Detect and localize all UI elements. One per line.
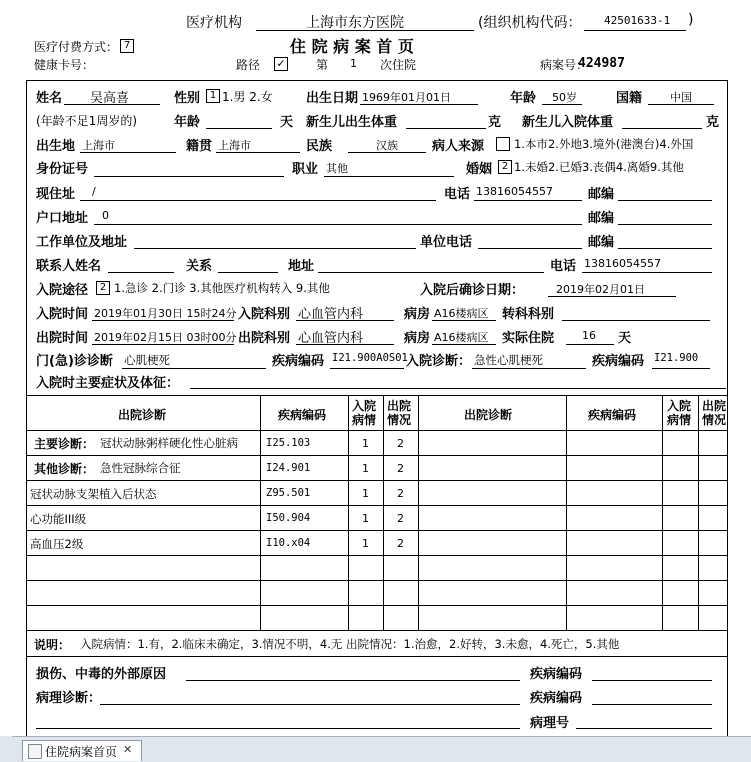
table-row-code: Z95.501 [266, 487, 311, 499]
discharge-dept: 心血管内科 [298, 331, 364, 346]
confirm-date: 2019年02月01日 [556, 283, 645, 296]
table-row-code: I25.103 [266, 437, 311, 449]
table-row-diag: 高血压2级 [30, 537, 84, 551]
col-code: 疾病编码 [278, 408, 327, 422]
col-in-state-2: 病情 [352, 413, 377, 427]
source-options: 1.本市2.外地3.境外(港澳台)4.外国 [514, 137, 694, 151]
transfer-label: 转科科别 [502, 307, 555, 322]
relation-label: 关系 [186, 259, 213, 274]
admit-code-label: 疾病编码 [592, 354, 645, 369]
org-code-close: ) [688, 12, 694, 28]
visit-suffix: 次住院 [380, 58, 417, 72]
admit-dept: 心血管内科 [298, 307, 364, 322]
patient-name: 吴高喜 [90, 91, 130, 106]
ethnic-value: 汉族 [376, 139, 398, 152]
tab-scroll-area [0, 736, 12, 761]
col-out-state2-1: 出院 [702, 399, 727, 413]
sex-label: 性别 [174, 91, 201, 106]
other-diag-prefix: 其他诊断： [34, 462, 95, 476]
admit-route-label: 入院途径 [36, 283, 89, 298]
hukou-value: 0 [102, 209, 109, 222]
table-row-out: 2 [397, 487, 404, 500]
admit-time: 2019年01月30日 15时24分 [94, 307, 237, 320]
contact-label: 联系人姓名 [36, 259, 102, 274]
sex-options: 1.男 2.女 [222, 90, 273, 104]
infant-age-label: 年龄 [174, 115, 201, 130]
marriage-value-box[interactable]: 2 [498, 160, 512, 174]
native-value: 上海市 [218, 139, 251, 152]
table-row-in: 1 [362, 487, 369, 500]
col-in-state-1: 入院 [352, 399, 377, 413]
visit-count: 1 [350, 57, 357, 70]
col-in-state2-1: 入院 [667, 399, 692, 413]
page-title: 住 院 病 案 首 页 [290, 37, 414, 56]
day-unit: 天 [280, 115, 294, 130]
outpatient-diag-label: 门(急)诊诊断 [36, 354, 113, 369]
admit-code: I21.900 [654, 352, 699, 364]
close-icon[interactable]: ✕ [123, 743, 133, 756]
case-no-label: 病案号： [540, 58, 589, 72]
address-value: / [92, 185, 96, 198]
age-value: 50岁 [552, 91, 577, 104]
marriage-label: 婚姻 [466, 162, 493, 177]
id-label: 身份证号 [36, 162, 89, 177]
org-code-label: (组织机构代码： [478, 15, 582, 31]
table-row-code: I24.901 [266, 462, 311, 474]
table-row-diag: 冠状动脉支架植入后状态 [30, 487, 157, 501]
pathology-no-label: 病理号 [530, 716, 570, 731]
col-code-2: 疾病编码 [588, 408, 637, 422]
admit-diag: 急性心肌梗死 [474, 353, 543, 367]
gram-unit-2: 克 [706, 115, 720, 130]
marriage-options: 1.未婚2.已婚3.丧偶4.离婚9.其他 [514, 160, 684, 174]
admit-route-box[interactable]: 2 [96, 281, 110, 295]
table-row-code: I50.904 [266, 512, 311, 524]
ethnic-label: 民族 [306, 139, 333, 154]
note-label: 说明： [34, 638, 71, 652]
pathology-label: 病理诊断： [36, 691, 102, 706]
col-diag: 出院诊断 [118, 408, 167, 422]
table-row-in: 1 [362, 437, 369, 450]
discharge-dept-label: 出院科别 [238, 331, 291, 346]
outpatient-code: I21.900A0S01 [332, 352, 408, 364]
birth-date: 1969年01月01日 [362, 91, 451, 104]
source-label: 病人来源 [432, 139, 485, 154]
col-out-state-2: 情况 [387, 413, 412, 427]
visit-prefix: 第 [316, 58, 329, 72]
zip-label-2: 邮编 [588, 211, 615, 226]
case-no: 424987 [578, 56, 625, 71]
admit-dept-label: 入院科别 [238, 307, 291, 322]
document-icon [28, 744, 42, 759]
zip-label-3: 邮编 [588, 235, 615, 250]
table-row-out: 2 [397, 462, 404, 475]
job-label: 职业 [292, 162, 319, 177]
discharge-time-label: 出院时间 [36, 331, 89, 346]
table-row-diag: 急性冠脉综合征 [100, 461, 181, 475]
contact-addr-label: 地址 [288, 259, 315, 274]
admit-route-options: 1.急诊 2.门诊 3.其他医疗机构转入 9.其他 [114, 281, 330, 295]
org-code-underline [584, 30, 686, 31]
table-row-in: 1 [362, 537, 369, 550]
newborn-birth-weight-label: 新生儿出生体重 [306, 115, 398, 130]
pay-value-box[interactable]: 7 [120, 39, 134, 53]
contact-phone-label: 电话 [550, 259, 577, 274]
discharge-time: 2019年02月15日 03时00分 [94, 331, 237, 344]
col-diag-2: 出院诊断 [464, 408, 513, 422]
stay-days-unit: 天 [618, 331, 632, 346]
source-checkbox[interactable] [496, 137, 510, 151]
nationality-value: 中国 [670, 91, 692, 104]
table-row-in: 1 [362, 512, 369, 525]
admit-time-label: 入院时间 [36, 307, 89, 322]
zip-label: 邮编 [588, 187, 615, 202]
main-diag-prefix: 主要诊断： [34, 437, 95, 451]
tab-label: 住院病案首页 [45, 745, 118, 759]
table-row-in: 1 [362, 462, 369, 475]
col-out-state2-2: 情况 [702, 413, 727, 427]
outpatient-code-label: 疾病编码 [272, 354, 325, 369]
gram-unit: 克 [488, 115, 502, 130]
table-row-diag: 冠状动脉粥样硬化性心脏病 [100, 436, 238, 450]
injury-code-label: 疾病编码 [530, 667, 583, 682]
name-label: 姓名 [36, 91, 63, 106]
job-value: 其他 [326, 162, 348, 175]
table-row-out: 2 [397, 537, 404, 550]
age-label: 年龄 [510, 91, 537, 106]
phone-value: 13816054557 [476, 185, 553, 198]
tab-record-home[interactable] [22, 740, 142, 761]
table-row-code: I10.x04 [266, 537, 311, 549]
symptom-label: 入院时主要症状及体征： [36, 376, 180, 391]
table-row-out: 2 [397, 437, 404, 450]
col-out-state-1: 出院 [387, 399, 412, 413]
route-checkbox[interactable]: ✓ [274, 57, 288, 71]
confirm-label: 入院后确诊日期： [420, 283, 525, 298]
ward-value-2: A16楼病区 [434, 331, 489, 344]
org-code: 42501633-1 [604, 14, 671, 27]
injury-label: 损伤、中毒的外部原因 [36, 667, 167, 682]
newborn-admit-weight-label: 新生儿入院体重 [522, 115, 614, 130]
table-row-out: 2 [397, 512, 404, 525]
native-label: 籍贯 [186, 139, 213, 154]
hukou-label: 户口地址 [36, 211, 89, 226]
org-name: 上海市东方医院 [306, 15, 404, 31]
table-row-diag: 心功能III级 [30, 512, 87, 526]
admit-diag-label: 入院诊断： [406, 354, 472, 369]
col-in-state2-2: 病情 [667, 413, 692, 427]
pathology-code-label: 疾病编码 [530, 691, 583, 706]
birth-label: 出生日期 [306, 91, 359, 106]
outpatient-diag: 心肌梗死 [124, 353, 170, 367]
address-label: 现住址 [36, 187, 76, 202]
contact-phone-value: 13816054557 [584, 257, 661, 270]
birthplace-value: 上海市 [82, 139, 115, 152]
ward-label: 病房 [404, 307, 431, 322]
stay-days-label: 实际住院 [502, 331, 555, 346]
health-card-label: 健康卡号： [34, 58, 95, 72]
ward-value: A16楼病区 [434, 307, 489, 320]
phone-label: 电话 [444, 187, 471, 202]
infant-note: (年龄不足1周岁的) [36, 114, 137, 128]
route-label: 路径 [236, 58, 261, 72]
work-phone-label: 单位电话 [420, 235, 473, 250]
pay-label: 医疗付费方式： [34, 40, 119, 54]
stay-days: 16 [582, 329, 596, 342]
sex-value-box[interactable]: 1 [206, 89, 220, 103]
org-label: 医疗机构 [186, 15, 242, 31]
birthplace-label: 出生地 [36, 139, 76, 154]
nationality-label: 国籍 [616, 91, 643, 106]
note-text: 入院病情：1.有，2.临床未确定，3.情况不明，4.无 出院情况：1.治愈，2.好转，3.未愈，4.死亡，5.其他 [80, 637, 620, 651]
org-name-underline [256, 30, 474, 31]
ward-label-2: 病房 [404, 331, 431, 346]
work-label: 工作单位及地址 [36, 235, 128, 250]
